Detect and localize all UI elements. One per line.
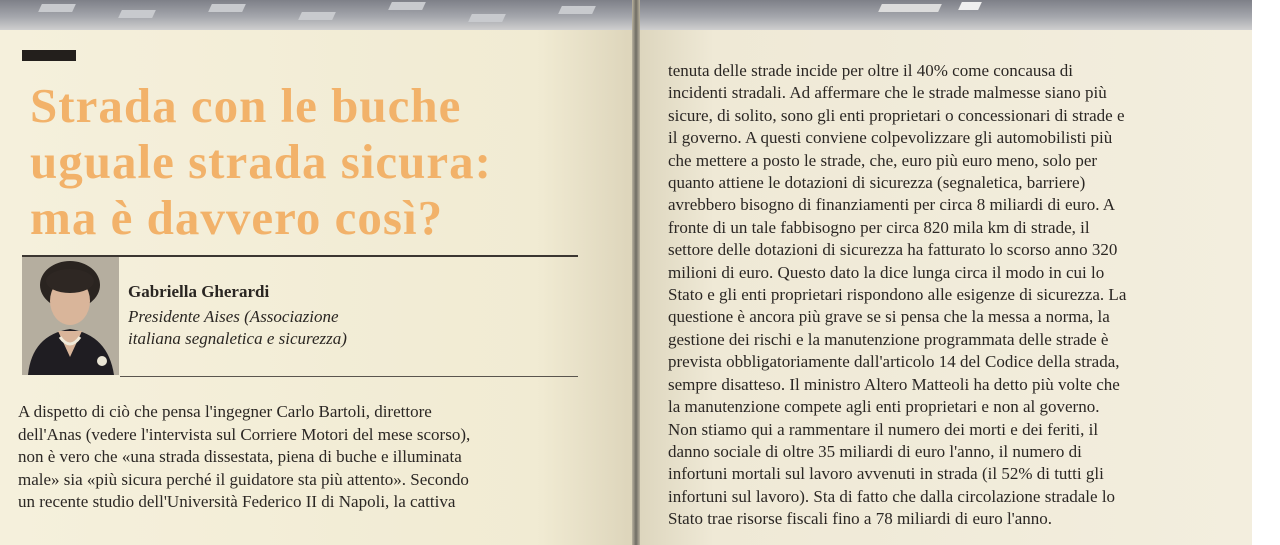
section-marker-bar — [22, 50, 76, 61]
headline-line: uguale strada sicura: — [30, 134, 492, 189]
text-line: sicure, di solito, sono gli enti proprietari o concessionari di strade e — [668, 105, 1125, 125]
text-line: tenuta delle strade incide per oltre il 40% come concausa di — [668, 61, 1074, 80]
headline-line: ma è davvero così? — [30, 190, 444, 245]
text-line: gestione dei rischi e la manutenzione programmata delle strade è — [668, 329, 1109, 349]
right-column-text — [668, 60, 1243, 531]
text-line: che mettere a posto le strade, che, euro più euro meno, solo per — [668, 150, 1098, 170]
text-line: il governo. A questi conviene colpevolizzare gli automobilisti più — [668, 128, 1113, 148]
text-line: un recente studio dell'Università Federico II di Napoli, la cattiva — [18, 492, 456, 511]
text-line: non è vero che «una strada dissestata, piena di buche e illuminata — [18, 447, 462, 466]
text-line: Non stiamo qui a rammentare il numero dei morti e dei feriti, il — [668, 419, 1099, 439]
text-line: Stato e gli enti proprietari rispondono alle esigenze di sicurezza. La — [668, 285, 1127, 305]
author-role-line: italiana segnaletica e sicurezza) — [128, 329, 347, 348]
text-line: la manutenzione compete agli enti proprietari e non al governo. — [668, 397, 1100, 417]
text-line: dell'Anas (vedere l'intervista sul Corriere Motori del mese scorso), — [18, 424, 471, 444]
text-line: quanto attiene le dotazioni di sicurezza (segnaletica, barriere) — [668, 173, 1086, 193]
text-line: milioni di euro. Questo dato la dice lunga circa il modo in cui lo — [668, 262, 1105, 282]
left-column-text — [18, 401, 618, 514]
text-line: sempre disatteso. Il ministro Altero Matteoli ha detto più volte che — [668, 374, 1120, 394]
author-role-line: Presidente Aises (Associazione — [128, 307, 339, 326]
text-line: danno sociale di oltre 35 miliardi di euro l'anno, il numero di — [668, 441, 1082, 461]
author-role — [128, 306, 428, 350]
byline-bottom-rule — [120, 376, 578, 377]
page-gutter — [632, 0, 640, 545]
text-line: incidenti stradali. Ad affermare che le strade malmesse siano più — [668, 83, 1107, 103]
text-line: fronte di un tale fabbisogno per circa 820 mila km di strade, il — [668, 217, 1090, 237]
scan-margin — [1252, 0, 1280, 545]
text-line: questione è ancora più grave se si pensa che la messa a norma, la — [668, 307, 1110, 327]
headline-line: Strada con le buche — [30, 78, 462, 133]
author-name: Gabriella Gherardi — [128, 282, 270, 301]
top-photo-strip — [0, 0, 1252, 30]
text-line: prevista obbligatoriamente dall'articolo 14 del Codice della strada, — [668, 352, 1120, 372]
text-line: male» sia «più sicura perché il guidatore sta più attento». Secondo — [18, 469, 469, 489]
text-line: infortuni mortali sul lavoro avvenuti in strada (il 52% di tutti gli — [668, 464, 1104, 484]
text-line: settore delle dotazioni di sicurezza ha fatturato lo scorso anno 320 — [668, 240, 1118, 260]
headline — [30, 78, 590, 246]
author-photo — [22, 257, 119, 375]
text-line: Stato trae risorse fiscali fino a 78 miliardi di euro l'anno. — [668, 509, 1053, 529]
text-line: avrebbero bisogno di finanziamenti per circa 8 miliardi di euro. A — [668, 195, 1116, 215]
text-line: infortuni sul lavoro). Sta di fatto che dalla circolazione stradale lo — [668, 486, 1116, 506]
text-line: A dispetto di ciò che pensa l'ingegner Carlo Bartoli, direttore — [18, 402, 432, 421]
